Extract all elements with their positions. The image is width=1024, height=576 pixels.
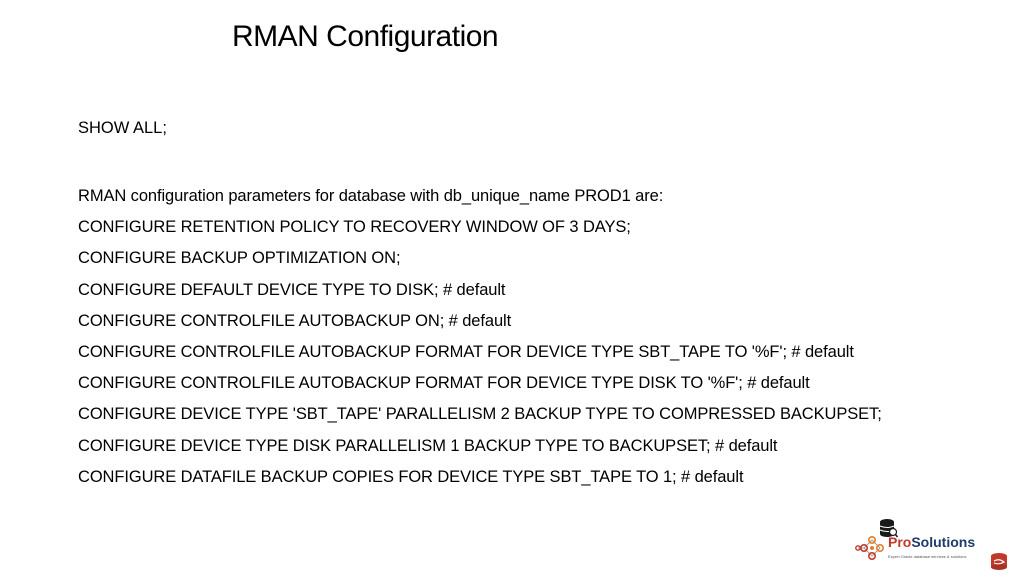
config-line: CONFIGURE CONTROLFILE AUTOBACKUP ON; # default bbox=[78, 311, 512, 330]
show-all-command: SHOW ALL; bbox=[78, 119, 167, 137]
sql-server-icon bbox=[988, 552, 1010, 572]
config-line: CONFIGURE CONTROLFILE AUTOBACKUP FORMAT FOR DEVICE TYPE SBT_TAPE TO '%F'; # default bbox=[78, 342, 854, 361]
config-line: CONFIGURE CONTROLFILE AUTOBACKUP FORMAT FOR DEVICE TYPE DISK TO '%F'; # default bbox=[78, 374, 810, 393]
molecule-icon bbox=[854, 530, 890, 566]
logo-wordmark-suffix: Solutions bbox=[911, 534, 976, 550]
config-line: CONFIGURE DEVICE TYPE 'SBT_TAPE' PARALLELISM 2 BACKUP TYPE TO COMPRESSED BACKUPSET; bbox=[78, 405, 882, 424]
config-line: CONFIGURE RETENTION POLICY TO RECOVERY WINDOW OF 3 DAYS; bbox=[78, 218, 631, 237]
config-line: RMAN configuration parameters for database with db_unique_name PROD1 are: bbox=[78, 187, 664, 205]
config-line: CONFIGURE DATAFILE BACKUP COPIES FOR DEVICE TYPE SBT_TAPE TO 1; # default bbox=[78, 467, 744, 486]
config-line: CONFIGURE DEVICE TYPE DISK PARALLELISM 1 BACKUP TYPE TO BACKUPSET; # default bbox=[78, 436, 778, 455]
logo-tagline: Expert Oracle database services & solutions bbox=[888, 554, 967, 559]
slide-title: RMAN Configuration bbox=[232, 20, 499, 53]
config-output-list bbox=[78, 181, 882, 493]
logo-wordmark bbox=[888, 534, 975, 550]
config-line: CONFIGURE BACKUP OPTIMIZATION ON; bbox=[78, 249, 401, 268]
logo-wordmark-prefix: Pro bbox=[888, 534, 912, 550]
prosolutions-logo bbox=[852, 514, 1012, 572]
config-line: CONFIGURE DEFAULT DEVICE TYPE TO DISK; # default bbox=[78, 280, 506, 299]
